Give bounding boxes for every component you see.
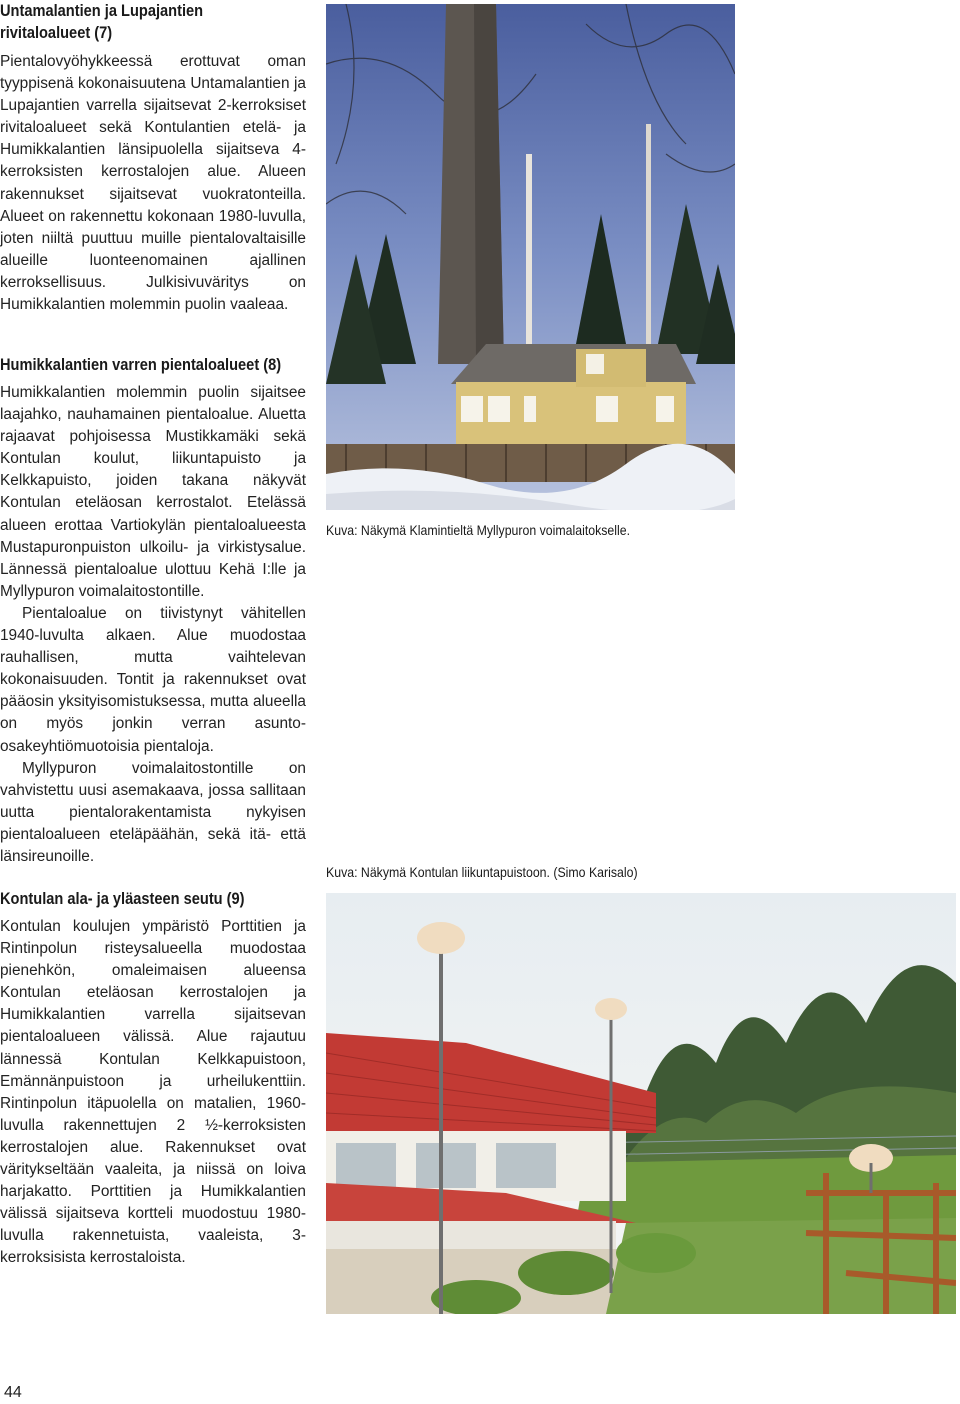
section-8-paragraph-2: Pientaloalue on tiivistynyt vähitellen 1940-luvulta alkaen. Alue muodostaa rauhallisen, mutta vaihtelevan kokonaisuuden. Tontit ja rakennukset ovat pääosin yksityisomistuksessa, mutta alueella on myös jonkin verran asunto-osakeyhtiömuotoisia pientaloja.: [0, 604, 306, 755]
photo-1-caption: Kuva: Näkymä Klamintieltä Myllypuron voimalaitokselle.: [326, 522, 631, 538]
section-8-paragraph-3: Myllypuron voimalaitostontille on vahvistettu uusi asemakaava, jossa sallitaan uutta pientalorakentamista nykyisen pientaloalueen eteläpäähän, sekä itä- että länsireunoille.: [0, 759, 306, 865]
section-8-paragraph-1: Humikkalantien molemmin puolin sijaitsee laajahko, nauhamainen pientaloalue. Aluetta rajaavat pohjoisessa Mustikkamäki sekä Kontulan koulut, liikuntapuisto ja Kelkkapuisto, joiden takana näkyvät Kontulan eteläosan kerrostalot. Etelässä alueen erottaa Vartiokylän pientaloalueesta Mustapuronpuiston ulkoilu- ja virkistysalue. Lännessä pientaloalue ulottuu Kehä I:lle ja Myllypuron voimalaitostontille.: [0, 384, 306, 600]
section-8: [0, 354, 306, 868]
photo-power-plant-view: [326, 4, 735, 510]
section-7-heading: [0, 0, 305, 44]
page-number: 44: [4, 1384, 22, 1401]
heading-line: Humikkalantien varren pientaloalueet (8): [0, 355, 282, 374]
heading-line: Untamalantien ja Lupajantien: [0, 1, 204, 20]
section-9-heading: [0, 888, 305, 910]
photo-power-plant-image: [326, 4, 735, 510]
photo-sports-park-view: [326, 893, 956, 1314]
heading-line: rivitaloalueet (7): [0, 23, 113, 42]
section-8-heading: [0, 354, 305, 376]
section-7: [0, 0, 306, 316]
photo-2-caption: Kuva: Näkymä Kontulan liikuntapuistoon. (Simo Karisalo): [326, 864, 638, 880]
section-7-paragraph: Pientalovyöhykkeessä erottuvat oman tyyppisenä kokonaisuutena Untamalantien ja Lupajantien varrella sijaitsevat 2-kerroksiset rivitaloalueet sekä Kontulantien etelä- ja Humikkalantien länsipuolella sijaitseva 4-kerroksisten kerrostalojen alue. Alueen rakennukset sijaitsevat vuokratonteilla. Alueet on rakennettu kokonaan 1980-luvulla, joten niiltä puuttuu muille pientalovaltaisille alueille luonteenomainen ajallinen kerroksellisuus. Julkisivuväritys on Humikkalantien molemmin puolin vaaleaa.: [0, 53, 306, 314]
photo-sports-park-image: [326, 893, 956, 1314]
section-9: [0, 888, 306, 1270]
heading-line: Kontulan ala- ja yläasteen seutu (9): [0, 889, 245, 908]
section-9-paragraph: Kontulan koulujen ympäristö Porttitien ja Rintinpolun risteysalueella muodostaa pienehkön, omaleimaisen alueensa Kontulan eteläosan kerrostalojen ja Humikkalantien varrella sijaitsevan pientaloalueen välissä. Alue rajautuu lännessä Kontulan Kelkkapuistoon, Emännänpuistoon ja urheilukenttiin. Rintinpolun itäpuolella on matalien, 1960-luvulla rakennettujen 2 ½-kerroksisten kerrostalojen alue. Rakennukset ovat väritykseltään vaaleita, ja niissä on loiva harjakatto. Porttitien ja Humikkalantien välissä sijaitseva kortteli muodostuu 1980-luvulla rakennetuista, vaaleista, 3-kerroksisista kerrostaloista.: [0, 918, 306, 1267]
